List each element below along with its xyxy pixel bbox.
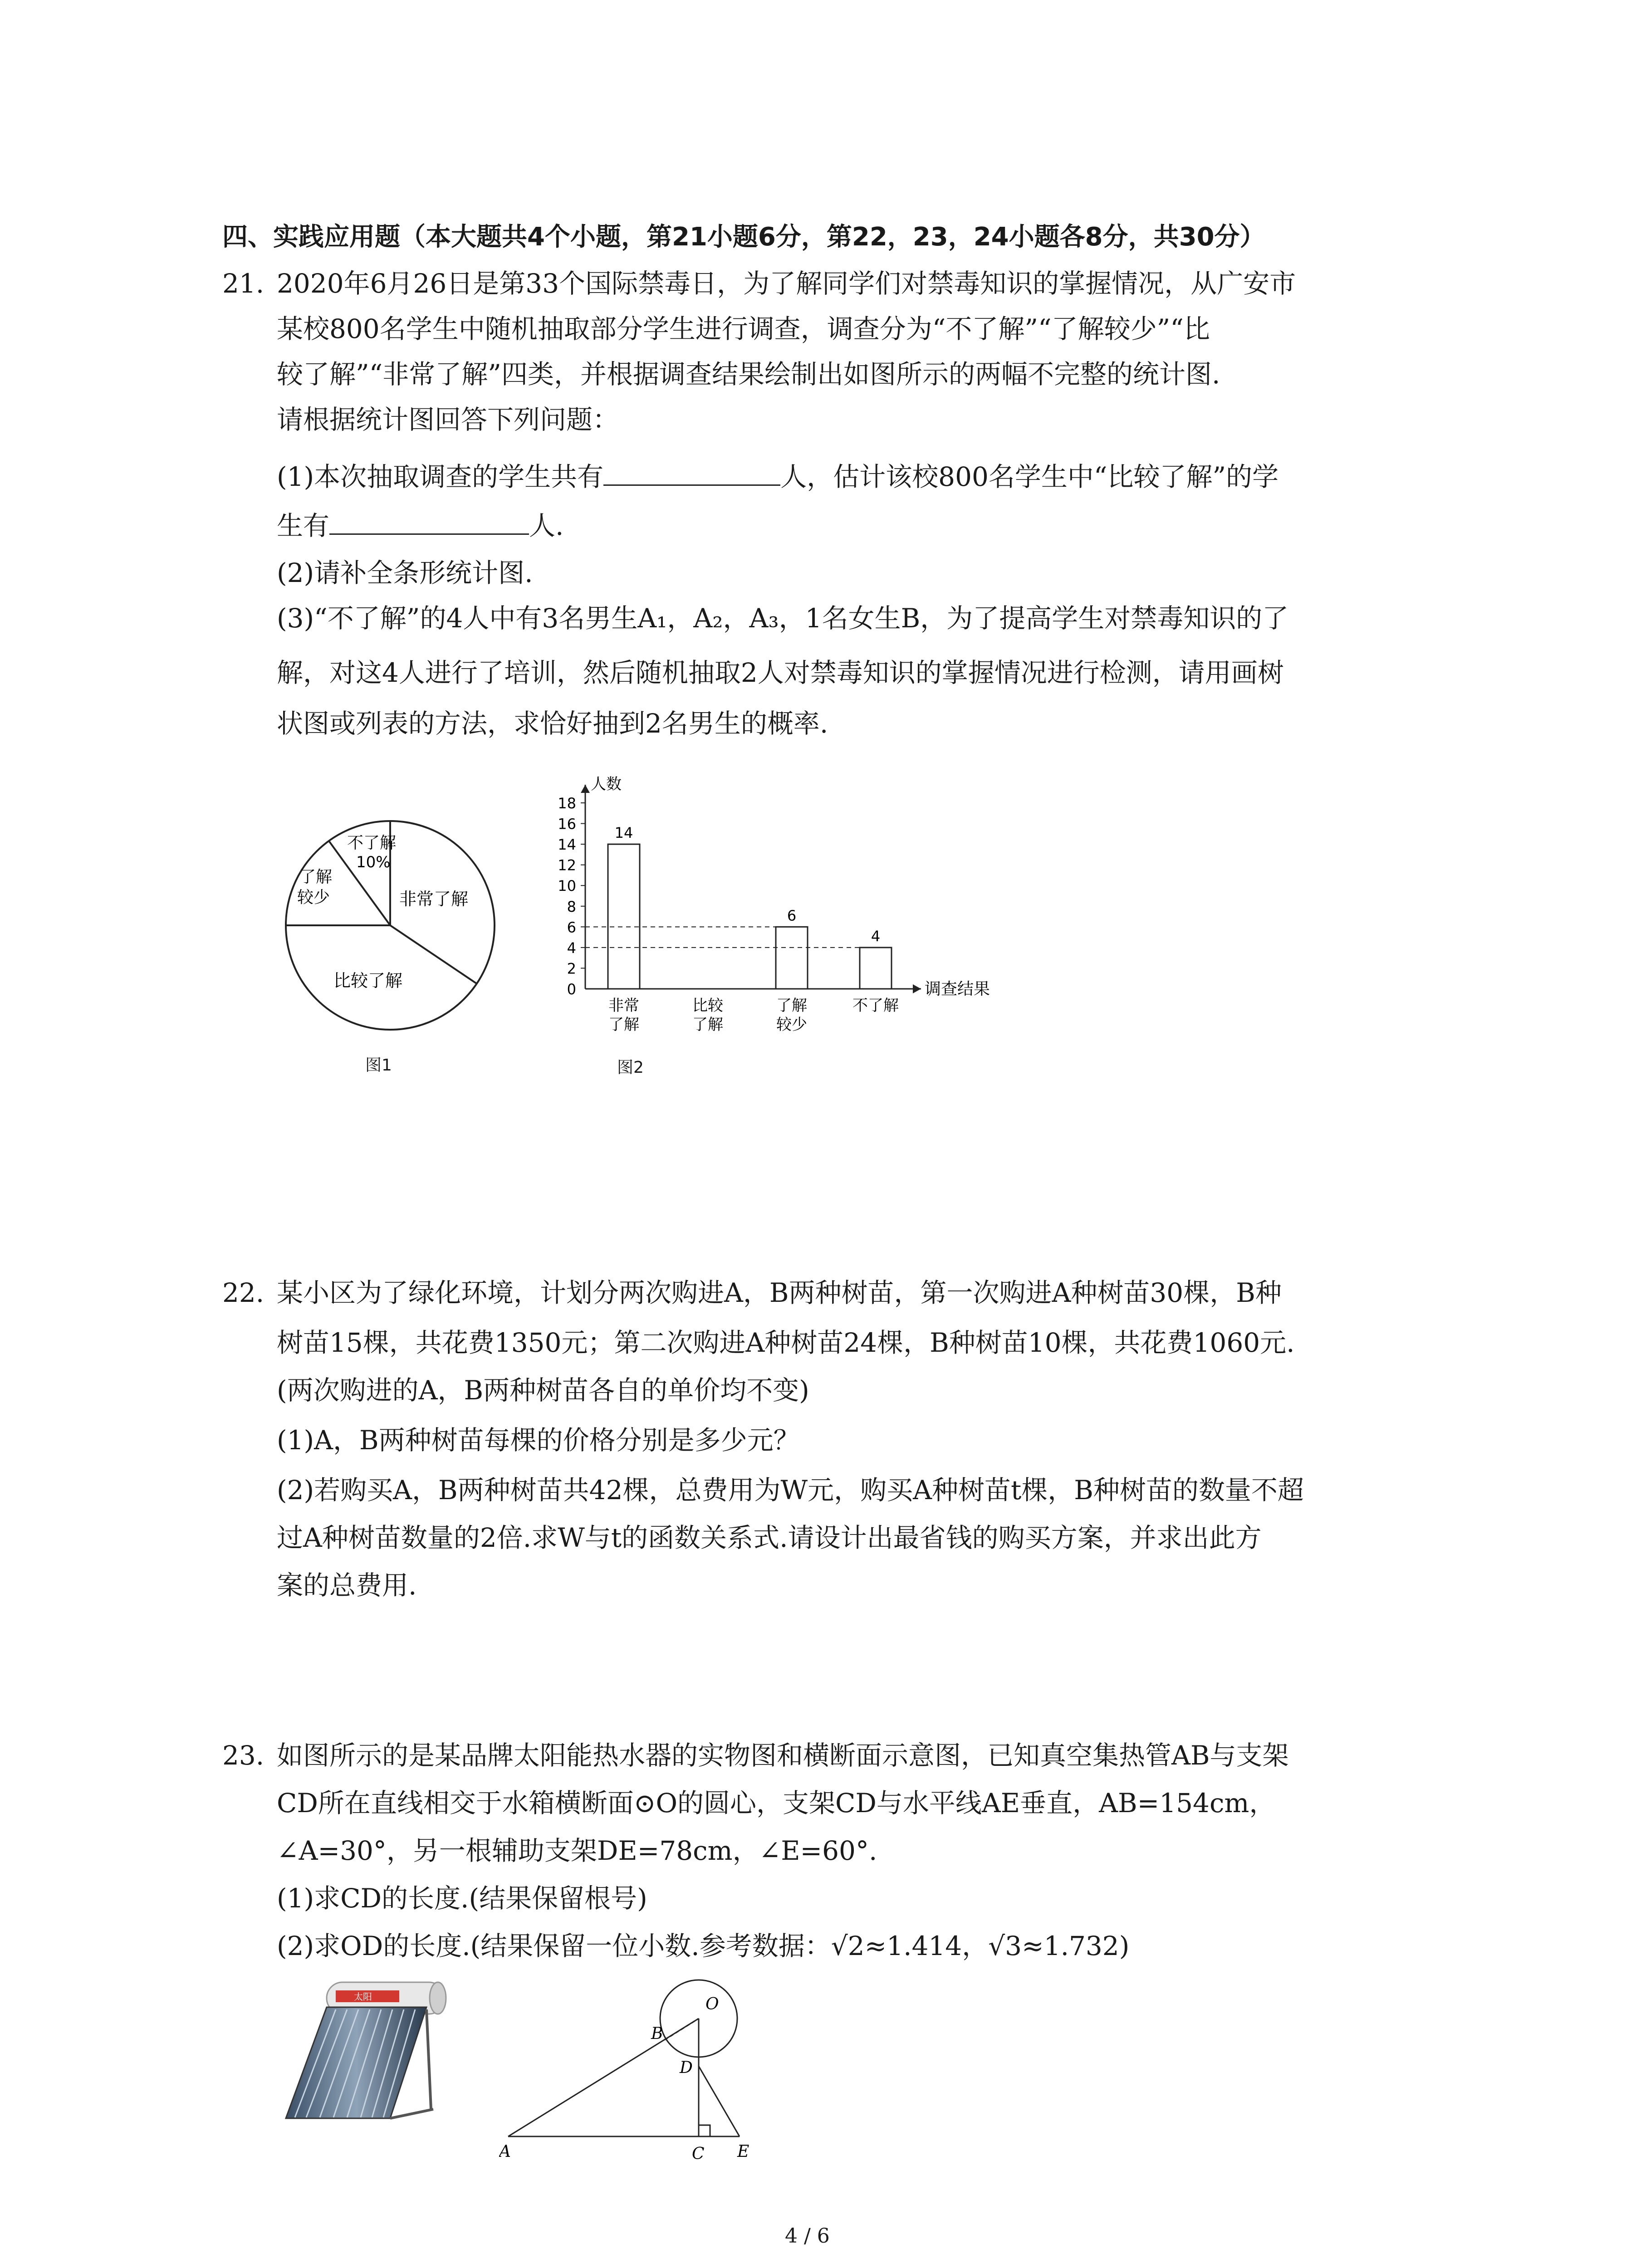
bar (608, 844, 640, 989)
q22-line-5: (2)若购买A，B两种树苗共42棵，总费用为W元，购买A种树苗t棵，B种树苗的数量不超 (277, 1475, 1304, 1505)
bar-value-label: 4 (871, 927, 881, 945)
y-tick-label: 4 (567, 939, 576, 957)
q21-line-2: 某校800名学生中随机抽取部分学生进行调查，调查分为“不了解”“了解较少”“比 (277, 313, 1210, 344)
tube-panel (286, 2007, 426, 2118)
bar (860, 948, 892, 989)
q22-line-3: (两次购进的A，B两种树苗各自的单价均不变) (277, 1375, 809, 1406)
point-c-label: C (692, 2145, 705, 2163)
q21-part1-line2 (277, 507, 563, 542)
q22-line-7: 案的总费用. (277, 1570, 417, 1601)
y-tick-label: 14 (558, 836, 576, 854)
q22-line-4: (1)A，B两种树苗每棵的价格分别是多少元？ (277, 1425, 800, 1456)
q21-number: 21. (222, 268, 265, 299)
y-tick-label: 10 (558, 877, 576, 895)
x-tick-label-line2: 了解 (608, 1016, 639, 1034)
q22-line-1: 某小区为了绿化环境，计划分两次购进A，B两种树苗，第一次购进A种树苗30棵，B种 (277, 1277, 1282, 1308)
q21-part3-line1: (3)“不了解”的4人中有3名男生A₁，A₂，A₃，1名女生B，为了提高学生对禁毒知识的了 (277, 603, 1289, 634)
q21-part1-text-d: 人. (529, 510, 564, 541)
y-axis-label: 人数 (591, 775, 622, 793)
x-tick-label-line2: 了解 (692, 1016, 723, 1034)
x-tick-label-line1: 比较 (692, 997, 723, 1015)
y-tick-label: 16 (558, 815, 576, 833)
q21-part1-text-a: (1)本次抽取调查的学生共有 (277, 461, 604, 492)
y-axis-arrow (581, 785, 590, 793)
q23-line-2: CD所在直线相交于水箱横断面⊙O的圆心，支架CD与水平线AE垂直，AB=154cm， (277, 1788, 1276, 1818)
x-tick-label-line1: 了解 (776, 997, 807, 1015)
x-tick-label-line1: 非常 (608, 997, 639, 1015)
q21-line-4: 请根据统计图回答下列问题： (277, 404, 619, 435)
point-o-label: O (705, 1995, 719, 2014)
answer-blank-1[interactable] (603, 458, 780, 486)
pie-label-bu-liao-jie: 不了解 (347, 834, 397, 852)
segment-de (699, 2066, 740, 2136)
right-angle-mark (699, 2125, 710, 2136)
point-a-label: A (499, 2142, 511, 2161)
pie-label-ten-percent: 10% (356, 853, 391, 871)
q22-number: 22. (222, 1277, 265, 1308)
pie-label-fei-chang-liao-jie: 非常了解 (399, 889, 469, 909)
point-d-label: D (680, 2058, 693, 2077)
x-axis-arrow (913, 984, 921, 993)
x-tick-label-line1: 不了解 (852, 997, 899, 1015)
pie-label-bi-jiao-liao-jie: 比较了解 (333, 971, 403, 991)
q21-part3-line2: 解，对这4人进行了培训，然后随机抽取2人对禁毒知识的掌握情况进行检测，请用画树 (277, 657, 1284, 688)
x-tick-label-line2: 较少 (776, 1016, 807, 1034)
page-number: 4 / 6 (785, 2224, 830, 2248)
section-heading: 四、实践应用题（本大题共4个小题，第21小题6分，第22，23，24小题各8分，共30分） (222, 222, 1265, 252)
bar-value-label: 14 (614, 824, 633, 842)
q23-line-5: (2)求OD的长度.(结果保留一位小数.参考数据：√2≈1.414，√3≈1.732) (277, 1931, 1130, 1961)
answer-blank-2[interactable] (329, 507, 529, 535)
q21-part3-line3: 状图或列表的方法，求恰好抽到2名男生的概率. (277, 708, 828, 739)
q23-line-4: (1)求CD的长度.(结果保留根号) (277, 1883, 647, 1914)
q21-part1-text-b: 人，估计该校800名学生中“比较了解”的学 (780, 461, 1279, 492)
y-tick-label: 18 (558, 795, 576, 812)
bar (776, 927, 808, 989)
q21-line-3: 较了解”“非常了解”四类，并根据调查结果绘制出如图所示的两幅不完整的统计图. (277, 359, 1220, 390)
q23-number: 23. (222, 1740, 265, 1771)
q21-part1-text-c: 生有 (277, 510, 330, 541)
point-e-label: E (737, 2142, 749, 2161)
q22-line-2: 树苗15棵，共花费1350元；第二次购进A种树苗24棵，B种树苗10棵，共花费1060元. (277, 1327, 1295, 1358)
y-tick-label: 6 (567, 919, 576, 936)
pie-label-jiao-shao: 较少 (297, 888, 330, 907)
solar-heater-photo (277, 1973, 449, 2127)
x-axis-label: 调查结果 (925, 980, 990, 998)
geometry-diagram (499, 1973, 780, 2173)
y-tick-label: 12 (558, 856, 576, 874)
pie-label-liao-jie: 了解 (299, 868, 333, 886)
brand-text: 太阳 (354, 1991, 372, 2002)
figure-2-caption: 图2 (617, 1058, 644, 1077)
q23-line-3: ∠A=30°，另一根辅助支架DE=78cm，∠E=60°. (277, 1835, 877, 1866)
y-tick-label: 0 (567, 981, 576, 998)
pie-divider-right (390, 925, 476, 983)
q21-part1-line1 (277, 458, 1279, 493)
q23-line-1: 如图所示的是某品牌太阳能热水器的实物图和横断面示意图，已知真空集热管AB与支架 (277, 1740, 1289, 1771)
y-tick-label: 8 (567, 898, 576, 915)
bar-value-label: 6 (787, 907, 797, 924)
bar-chart (540, 744, 998, 1052)
figure-1-caption: 图1 (365, 1056, 392, 1075)
point-b-label: B (651, 2024, 663, 2043)
pie-chart (272, 807, 508, 1043)
y-tick-label: 2 (567, 960, 576, 978)
q21-part2: (2)请补全条形统计图. (277, 557, 533, 588)
q21-line-1: 2020年6月26日是第33个国际禁毒日，为了解同学们对禁毒知识的掌握情况，从广安市 (277, 268, 1296, 299)
q22-line-6: 过A种树苗数量的2倍.求W与t的函数关系式.请设计出最省钱的购买方案，并求出此方 (277, 1522, 1262, 1553)
